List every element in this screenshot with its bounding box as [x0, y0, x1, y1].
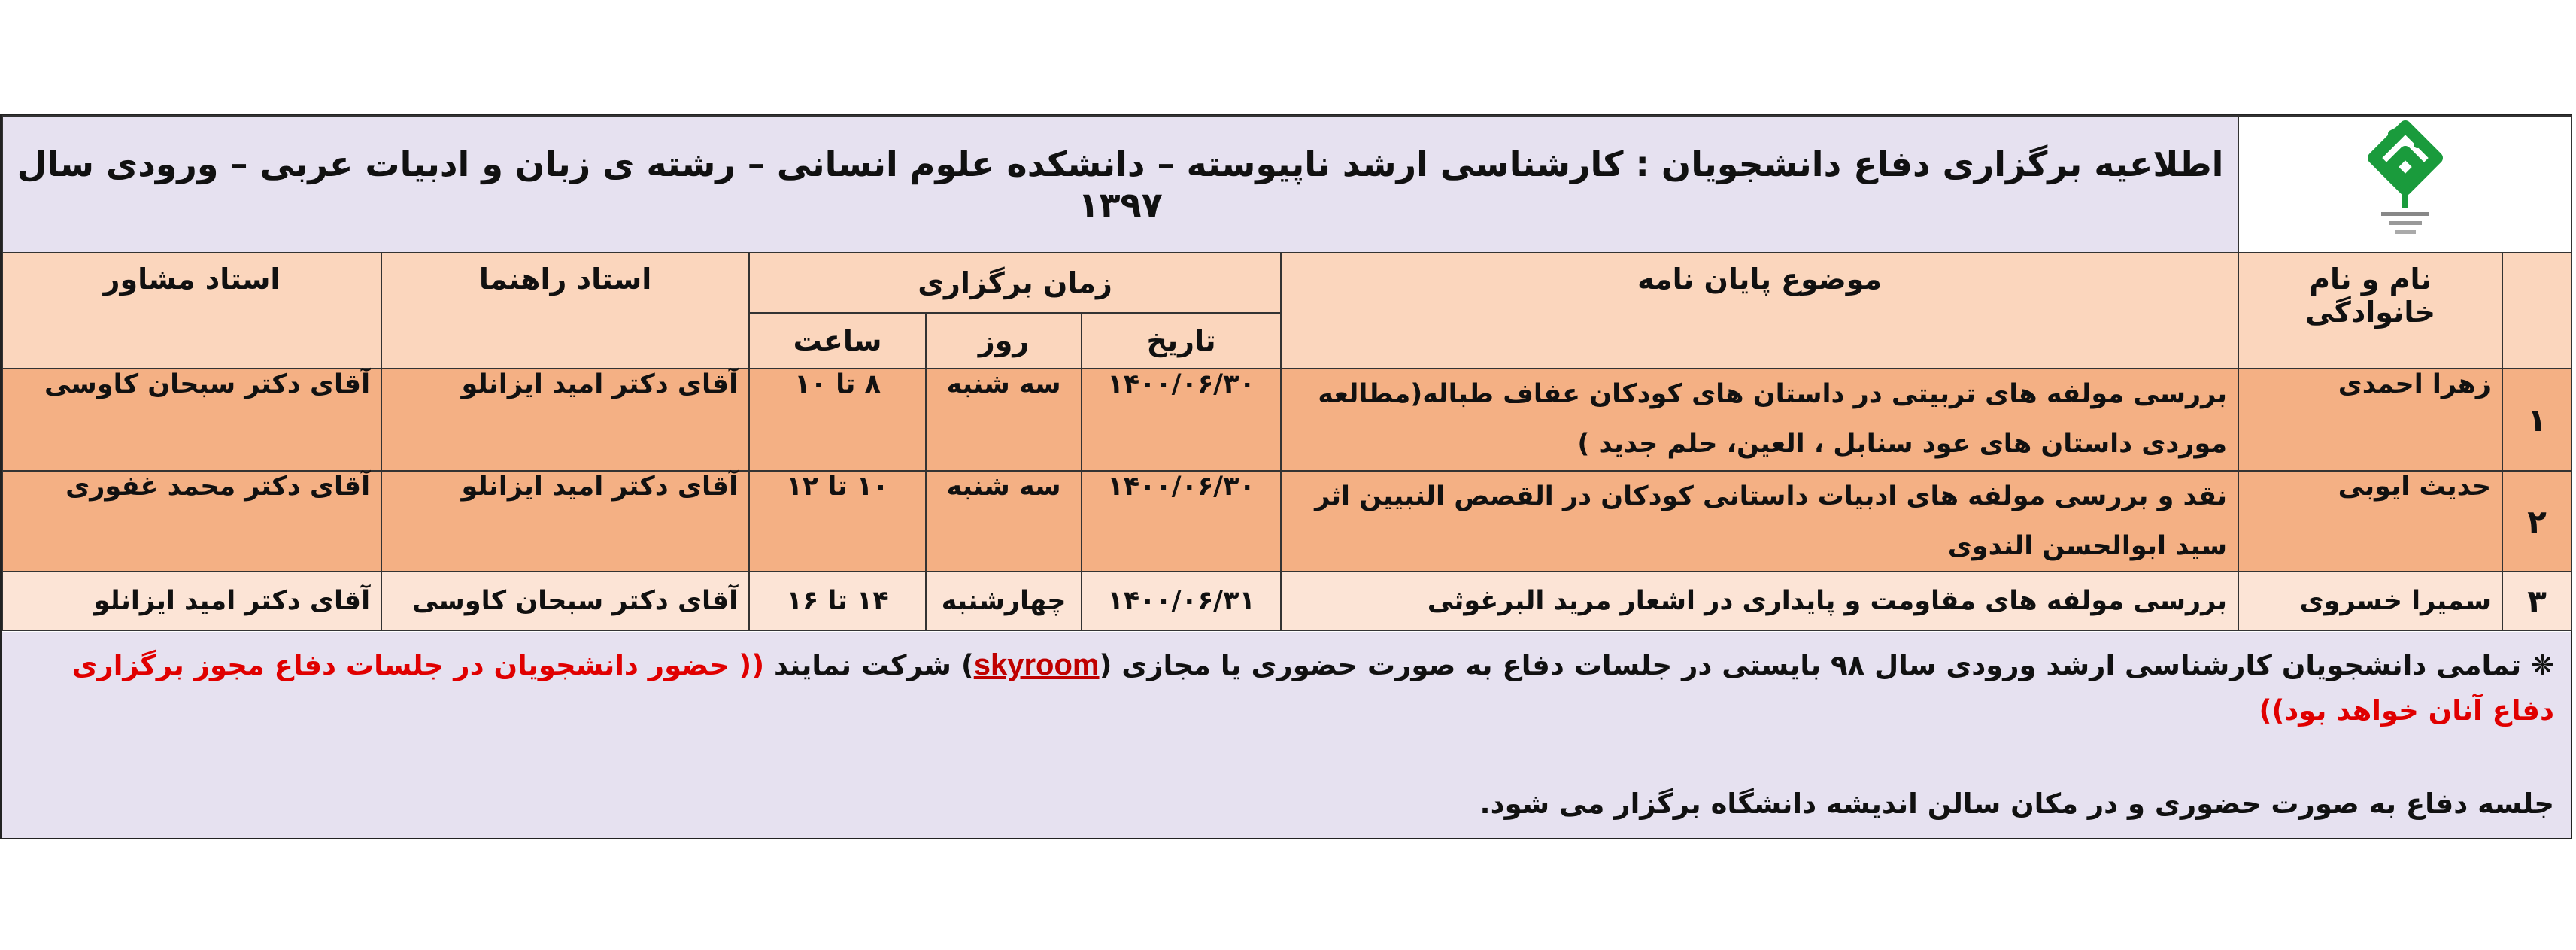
page-title: اطلاعیه برگزاری دفاع دانشجویان : کارشناسی ارشد ناپیوسته – دانشکده علوم انسانی – رشته ی زبان و ادبیات عربی – ورودی سال ۱۳۹۷: [2, 116, 2238, 253]
advisor-name: آقای دکتر امید ایزانلو: [2, 572, 381, 630]
defense-day: سه شنبه: [926, 369, 1082, 471]
table-row: [2, 471, 2571, 572]
defense-day: چهارشنبه: [926, 572, 1082, 630]
table-row: [2, 369, 2571, 471]
col-supervisor-header: استاد راهنما: [381, 253, 749, 369]
col-hour-header: ساعت: [749, 313, 926, 369]
thesis-topic: بررسی مولفه های تربیتی در داستان های کودکان عفاف طباله(مطالعه موردی داستان های عود سنابل ، العین، حلم جدید ): [1281, 369, 2238, 471]
skyroom-link[interactable]: skyroom: [973, 648, 1100, 681]
notice-line-2: جلسه دفاع به صورت حضوری و در مکان سالن اندیشه دانشگاه برگزار می شود.: [1479, 788, 2554, 820]
row-number: ۲: [2502, 471, 2571, 572]
student-name: حدیث ایوبی: [2238, 471, 2502, 572]
row-number: ۱: [2502, 369, 2571, 471]
defense-date: ۱۴۰۰/۰۶/۳۱: [1082, 572, 1281, 630]
defense-hour: ۱۴ تا ۱۶: [749, 572, 926, 630]
header-row-top: [2, 253, 2571, 313]
col-topic-header: موضوع پایان نامه: [1281, 253, 2238, 369]
advisor-name: آقای دکتر سبحان کاوسی: [2, 369, 381, 471]
title-row: [2, 116, 2571, 253]
col-day-header: روز: [926, 313, 1082, 369]
supervisor-name: آقای دکتر امید ایزانلو: [381, 471, 749, 572]
table-row: [2, 572, 2571, 630]
defense-hour: ۸ تا ۱۰: [749, 369, 926, 471]
col-name-header: نام و نام خانوادگی: [2238, 253, 2502, 369]
defense-schedule-table: [2, 115, 2572, 631]
defense-date: ۱۴۰۰/۰۶/۳۰: [1082, 369, 1281, 471]
notice-text-part2: ) شرکت نمایند: [774, 649, 974, 681]
notice-box: [2, 632, 2571, 838]
notice-text-part1: تمامی دانشجویان کارشناسی ارشد ورودی سال ۹۸ بایستی در جلسات دفاع به صورت حضوری یا مجازی (: [1099, 649, 2522, 681]
advisor-name: آقای دکتر محمد غفوری: [2, 471, 381, 572]
col-num-header: [2502, 253, 2571, 369]
announcement-sheet: [0, 114, 2572, 839]
student-name: زهرا احمدی: [2238, 369, 2502, 471]
bullet-icon: ❋: [2530, 649, 2554, 681]
col-time-group-header: زمان برگزاری: [749, 253, 1281, 313]
university-logo-icon: [2345, 119, 2465, 247]
defense-day: سه شنبه: [926, 471, 1082, 572]
thesis-topic: نقد و بررسی مولفه های ادبیات داستانی کودکان در القصص النبیین اثر سید ابوالحسن الندوی: [1281, 471, 2238, 572]
supervisor-name: آقای دکتر امید ایزانلو: [381, 369, 749, 471]
col-date-header: تاریخ: [1082, 313, 1281, 369]
supervisor-name: آقای دکتر سبحان کاوسی: [381, 572, 749, 630]
notice-warning: (( حضور دانشجویان در جلسات دفاع مجوز برگزاری دفاع آنان خواهد بود)): [71, 649, 2554, 727]
notice-line-1: [18, 642, 2554, 733]
logo-cell: [2238, 116, 2571, 253]
defense-hour: ۱۰ تا ۱۲: [749, 471, 926, 572]
thesis-topic: بررسی مولفه های مقاومت و پایداری در اشعار مرید البرغوثی: [1281, 572, 2238, 630]
col-advisor-header: استاد مشاور: [2, 253, 381, 369]
student-name: سمیرا خسروی: [2238, 572, 2502, 630]
row-number: ۳: [2502, 572, 2571, 630]
defense-date: ۱۴۰۰/۰۶/۳۰: [1082, 471, 1281, 572]
